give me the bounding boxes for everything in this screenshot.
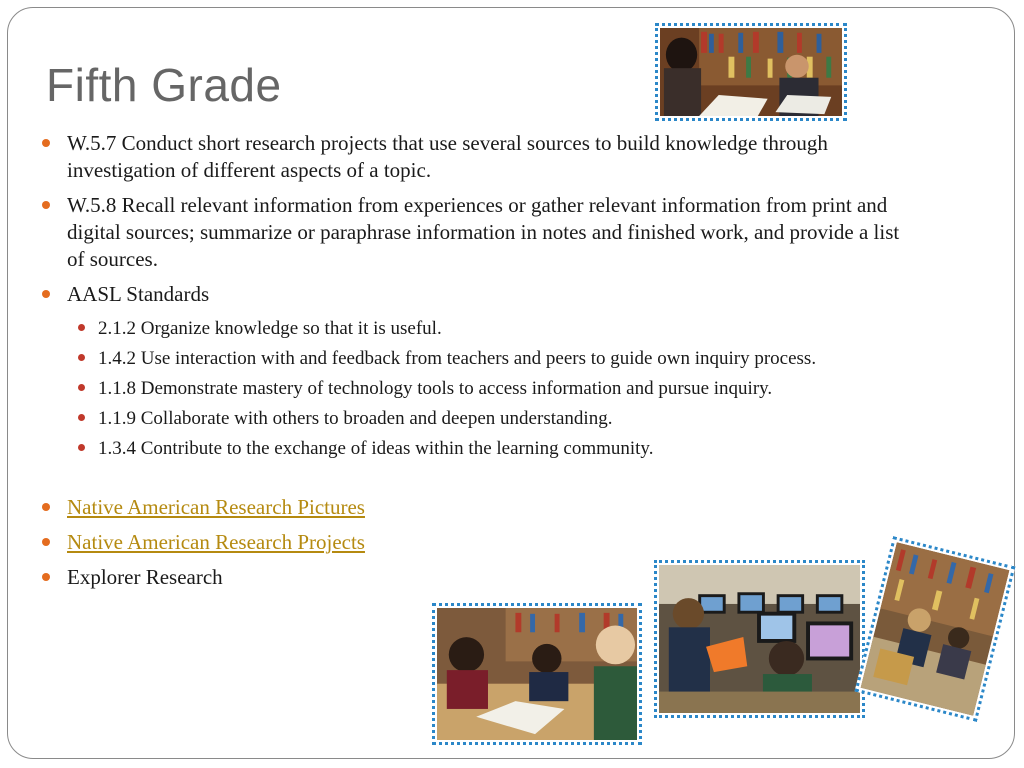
main-bullet-list: [40, 130, 920, 308]
slide-content: [40, 130, 920, 599]
computer-lab-photo: [654, 560, 865, 718]
bullet-aasl-standards: AASL Standards: [40, 281, 920, 308]
link-item: [40, 529, 920, 556]
native-american-pictures-link[interactable]: Native American Research Pictures: [67, 495, 365, 519]
aasl-sub-list: [40, 316, 920, 461]
bullet-w57: W.5.7 Conduct short research projects that use several sources to build knowledge through investigation of different aspects of a topic.: [40, 130, 920, 184]
aasl-item: 1.1.9 Collaborate with others to broaden and deepen understanding.: [40, 406, 920, 431]
library-reading-photo: [655, 23, 847, 121]
aasl-item: 2.1.2 Organize knowledge so that it is useful.: [40, 316, 920, 341]
aasl-item: 1.1.8 Demonstrate mastery of technology tools to access information and pursue inquiry.: [40, 376, 920, 401]
aasl-item: 1.3.4 Contribute to the exchange of ideas within the learning community.: [40, 436, 920, 461]
slide-title: Fifth Grade: [46, 59, 282, 111]
students-writing-photo: [432, 603, 642, 745]
explorer-research-item: Explorer Research: [40, 564, 920, 591]
aasl-item: 1.4.2 Use interaction with and feedback from teachers and peers to guide own inquiry process.: [40, 346, 920, 371]
bullet-w58: W.5.8 Recall relevant information from experiences or gather relevant information from print and digital sources; summarize or paraphrase information in notes and finished work, and provide a list of sources.: [40, 192, 920, 273]
link-item: [40, 494, 920, 521]
native-american-projects-link[interactable]: Native American Research Projects: [67, 530, 365, 554]
